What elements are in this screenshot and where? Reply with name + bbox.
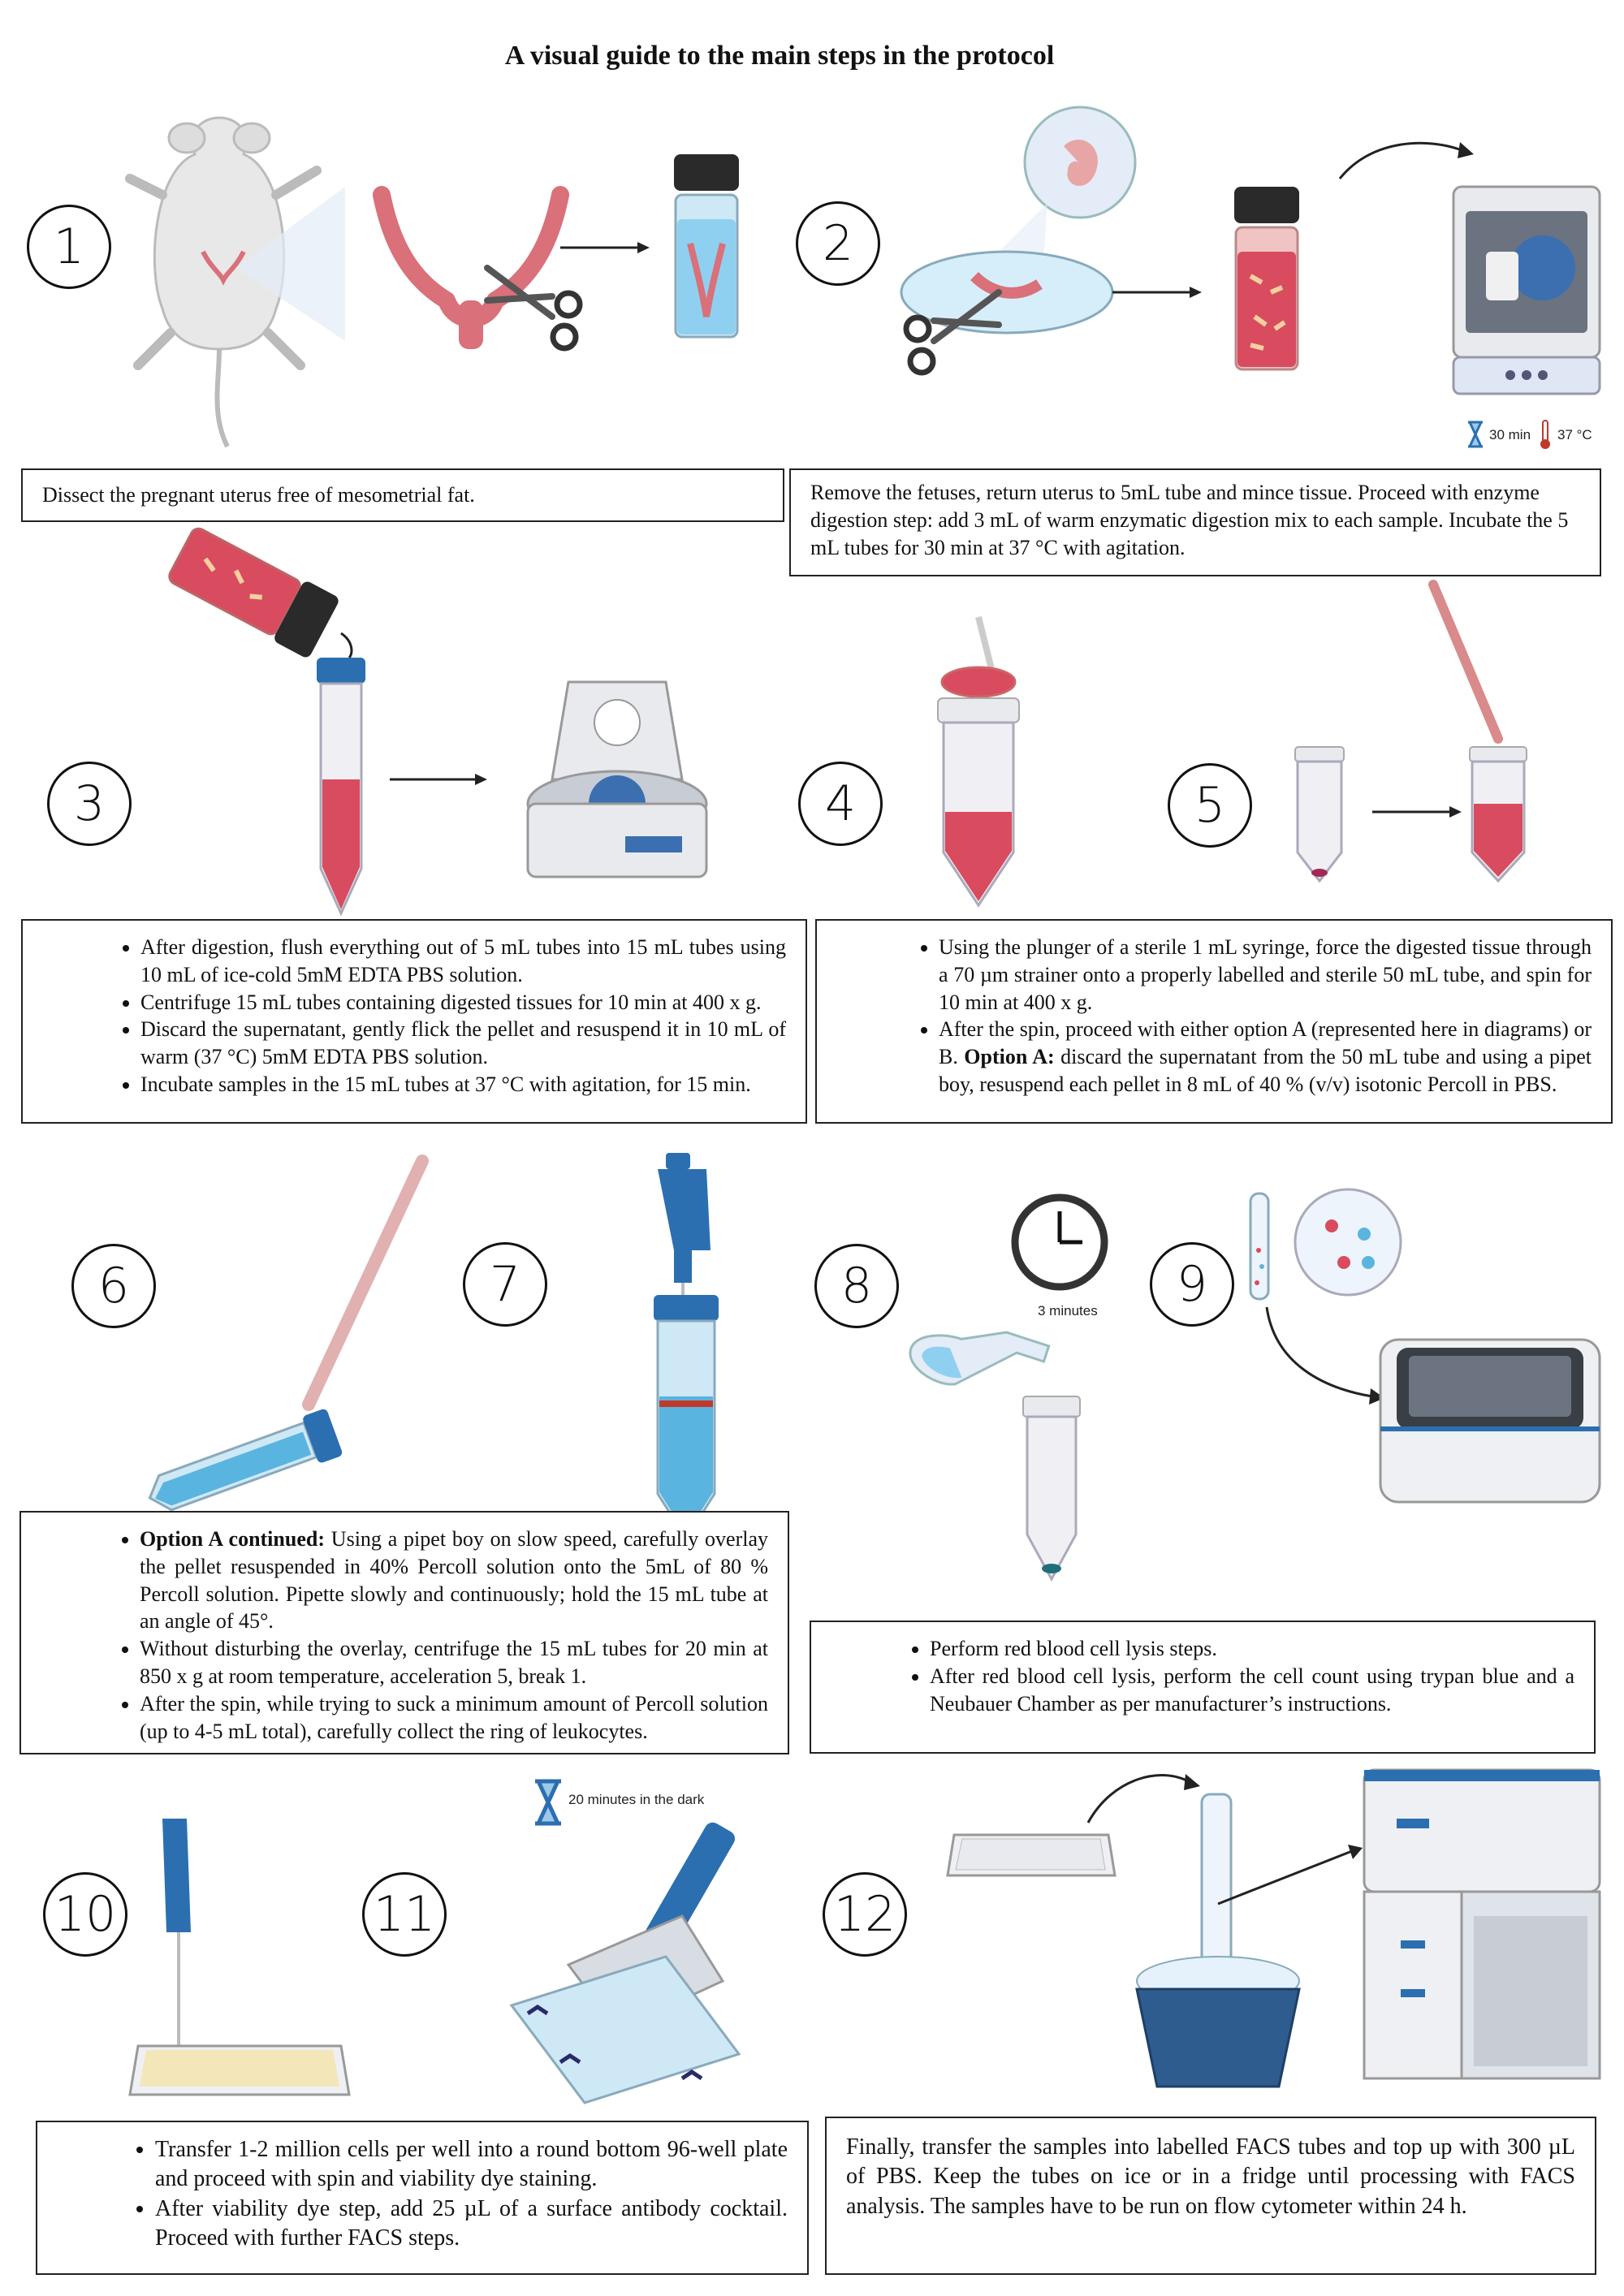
- step-3-list: [23, 934, 786, 1098]
- tube-50ml-icon: [1291, 747, 1348, 885]
- cell-counter-illustration: [1242, 1185, 1616, 1510]
- arrow-icon: [1112, 284, 1202, 300]
- vial-icon: [666, 154, 747, 341]
- list-item: • Option A continued: Using a pipet boy on slow speed, carefully overlay the pellet resuspended in 40% Percoll solution onto the 5mL of 80 % Percoll solution. Pipette slowly and continuously; hold the 15 mL tube at an angle of 45°.: [140, 1526, 768, 1635]
- step-2-text-box: [789, 468, 1601, 576]
- flow-cytometer-icon: [1364, 1770, 1600, 2087]
- step-12-text: Finally, transfer the samples into labelled FACS tubes and top up with 300 µL of PBS. Keep the tubes on ice or in a fridge until processing with FACS analysis. The samples have to be run on flow cytometer within 24 h.: [846, 2134, 1575, 2219]
- list-item: • After digestion, flush everything out of 5 mL tubes into 15 mL tubes using 10 mL of ice-cold 5mM EDTA PBS solution.: [140, 934, 786, 989]
- step-number-8: 8: [814, 1244, 899, 1328]
- centrifuge-icon: [520, 682, 715, 885]
- list-item: • After the spin, while trying to suck a minimum amount of Percoll solution (up to 4-5 mL total), carefully collect the ring of leukocytes.: [140, 1690, 768, 1746]
- tube-50ml-icon: [1019, 1396, 1084, 1583]
- arrow-icon: [390, 771, 487, 788]
- arrow-icon: [560, 240, 650, 256]
- dark-incubation-label: 20 minutes in the dark: [568, 1792, 705, 1807]
- list-item: • After viability dye step, add 25 µL of a surface antibody cocktail. Proceed with further FACS steps.: [155, 2195, 788, 2254]
- step-10-11-list: [37, 2135, 788, 2254]
- scissors-icon: [487, 260, 593, 349]
- clock-label: 3 minutes: [1038, 1303, 1098, 1318]
- hourglass-icon: [1466, 421, 1484, 448]
- plate-icon: [946, 1831, 1116, 1888]
- step-number-5: 5: [1168, 763, 1252, 848]
- curved-arrow-icon: [1340, 138, 1478, 187]
- thermometer-icon: [1538, 419, 1553, 450]
- list-item: • Perform red blood cell lysis steps.: [930, 1635, 1574, 1663]
- list-item: • After the spin, proceed with either option A (represented here in diagrams) or B. Option A: discard the supernatant from the 50 mL tube and using a pipet boy, resuspend each pellet in 8 mL of 40 % (v/v) isotonic Percoll in PBS.: [939, 1016, 1592, 1098]
- step-number-10: 10: [43, 1872, 127, 1957]
- vial-pouring-icon: [154, 536, 349, 658]
- step-2-text: Remove the fetuses, return uterus to 5mL tube and mince tissue. Proceed with enzyme digestion step: add 3 mL of warm enzymatic digestion mix to each sample. Incubate the 5 mL tubes for 30 min at 37 °C with agitation.: [810, 481, 1569, 559]
- step-number-6: 6: [71, 1244, 156, 1328]
- list-item: • Incubate samples in the 15 mL tubes at 37 °C with agitation, for 15 min.: [140, 1071, 786, 1098]
- incubator-shaker-icon: [1453, 187, 1600, 398]
- incubation-time-label: 30 min: [1489, 427, 1531, 442]
- step-1-text: Dissect the pregnant uterus free of mesometrial fat.: [42, 483, 475, 507]
- step-number-7: 7: [463, 1242, 547, 1327]
- pipette-tube-icon: [1421, 585, 1527, 885]
- step-1-text-box: [21, 468, 784, 522]
- flask-icon: [901, 1307, 1047, 1396]
- incubation-temp-label: 37 °C: [1557, 427, 1592, 442]
- arrow-icon: [1218, 1843, 1364, 1908]
- step-6-7-list: [21, 1526, 768, 1745]
- micropipette-tube-icon: [641, 1153, 739, 1543]
- step-number-3: 3: [47, 762, 132, 846]
- list-item: • After red blood cell lysis, perform the cell count using trypan blue and a Neubauer Chamber as per manufacturer’s instructions.: [930, 1663, 1574, 1718]
- step-number-9: 9: [1150, 1242, 1234, 1327]
- step-12-text-box: [825, 2117, 1596, 2275]
- vial-icon: [1226, 187, 1307, 373]
- step-8-9-list: [811, 1635, 1574, 1717]
- step-10-11-text-box: [36, 2121, 809, 2275]
- step-number-12: 12: [823, 1872, 907, 1957]
- step-3-text-box: [21, 919, 807, 1124]
- strainer-tube-50ml-icon: [934, 617, 1023, 909]
- list-item: • Discard the supernatant, gently flick the pellet and resuspend it in 10 mL of warm (37 °C) 5mM EDTA PBS solution.: [140, 1016, 786, 1071]
- facs-tube-on-ice-icon: [1129, 1794, 1307, 2095]
- step-8-9-text-box: [810, 1621, 1596, 1754]
- page-title: A visual guide to the main steps in the protocol: [504, 41, 1055, 71]
- step-number-4: 4: [798, 762, 883, 846]
- falcon-tube-15ml-icon: [313, 658, 369, 917]
- mouse-illustration: [122, 106, 365, 447]
- list-item: • Centrifuge 15 mL tubes containing digested tissues for 10 min at 400 x g.: [140, 989, 786, 1016]
- scissors-icon: [893, 284, 999, 373]
- list-item: • Transfer 1-2 million cells per well into a round bottom 96-well plate and proceed with spin and viability dye staining.: [155, 2135, 788, 2195]
- step-number-2: 2: [796, 201, 880, 286]
- step-number-1: 1: [27, 205, 111, 289]
- step-4-5-text-box: [815, 919, 1613, 1124]
- multichannel-pipette-plate-icon: [471, 1819, 796, 2111]
- step-4-5-list: [817, 934, 1592, 1098]
- micropipette-plate-icon: [130, 1819, 349, 2111]
- list-item: • Without disturbing the overlay, centrifuge the 15 mL tubes for 20 min at 850 x g at room temperature, acceleration 5, break 1.: [140, 1635, 768, 1690]
- list-item: • Using the plunger of a sterile 1 mL syringe, force the digested tissue through a 70 µm strainer onto a properly labelled and sterile 50 mL tube, and spin for 10 min at 400 x g.: [939, 934, 1592, 1016]
- step-number-11: 11: [362, 1872, 447, 1957]
- pipette-angled-tube-icon: [138, 1153, 447, 1494]
- step-6-7-text-box: [19, 1511, 789, 1754]
- clock-icon: [1011, 1193, 1108, 1291]
